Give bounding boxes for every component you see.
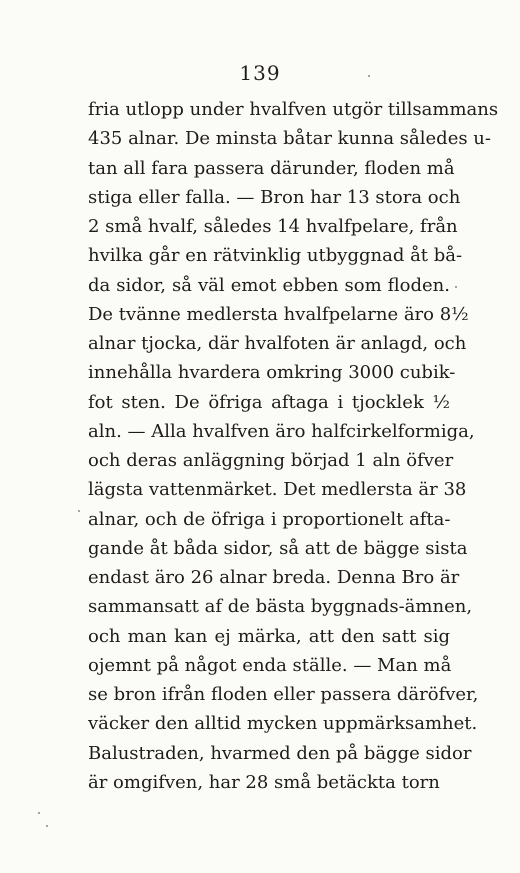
text-line: se bron ifrån floden eller passera däröfver,: [88, 684, 479, 705]
text-line: fot sten. De öfriga aftaga i tjocklek ½: [88, 391, 450, 413]
text-line: gande åt båda sidor, så att de bägge sista: [88, 537, 468, 559]
text-line: stiga eller falla. — Bron har 13 stora och: [88, 186, 461, 208]
body-text: [88, 95, 499, 797]
text-line: hvilka går en rätvinklig utbyggnad åt bå-: [88, 245, 463, 267]
text-line: aln. — Alla hvalfven äro halfcirkelformiga,: [88, 420, 475, 442]
text-line: alnar, och de öfriga i proportionelt afta-: [88, 508, 451, 530]
text-line: tan all fara passera därunder, floden må: [88, 157, 455, 179]
text-line: lägsta vattenmärket. Det medlersta är 38: [88, 479, 467, 501]
text-line: Balustraden, hvarmed den på bägge sidor: [88, 742, 472, 764]
text-line: alnar tjocka, där hvalfoten är anlagd, och: [88, 333, 467, 354]
text-line: ojemnt på något enda ställe. — Man må: [88, 654, 452, 676]
text-line: da sidor, så väl emot ebben som floden.: [88, 274, 450, 296]
text-line: fria utlopp under hvalfven utgör tillsammans: [88, 99, 499, 120]
text-line: endast äro 26 alnar breda. Denna Bro är: [88, 567, 460, 588]
text-line: och deras anläggning börjad 1 aln öfver: [88, 450, 454, 471]
paper-speck: [46, 825, 48, 827]
text-line: 435 alnar. De minsta båtar kunna således u-: [88, 128, 491, 150]
paper-speck: [38, 812, 40, 814]
text-line: sammansatt af de bästa byggnads-ämnen,: [88, 596, 473, 618]
paper-speck: [78, 510, 80, 512]
text-line: innehålla hvardera omkring 3000 cubik-: [88, 362, 456, 384]
text-line: och man kan ej märka, att den satt sig: [88, 625, 450, 647]
text-line: 2 små hvalf, således 14 hvalfpelare, från: [88, 216, 458, 237]
paper-speck: [368, 75, 370, 77]
text-line: är omgifven, har 28 små betäckta torn: [88, 771, 440, 793]
text-line: väcker den alltid mycken uppmärksamhet.: [88, 713, 478, 735]
paper-speck: [455, 286, 457, 288]
text-line: De tvänne medlersta hvalfpelarne äro 8½: [88, 303, 469, 325]
page-number: 139: [239, 61, 281, 85]
